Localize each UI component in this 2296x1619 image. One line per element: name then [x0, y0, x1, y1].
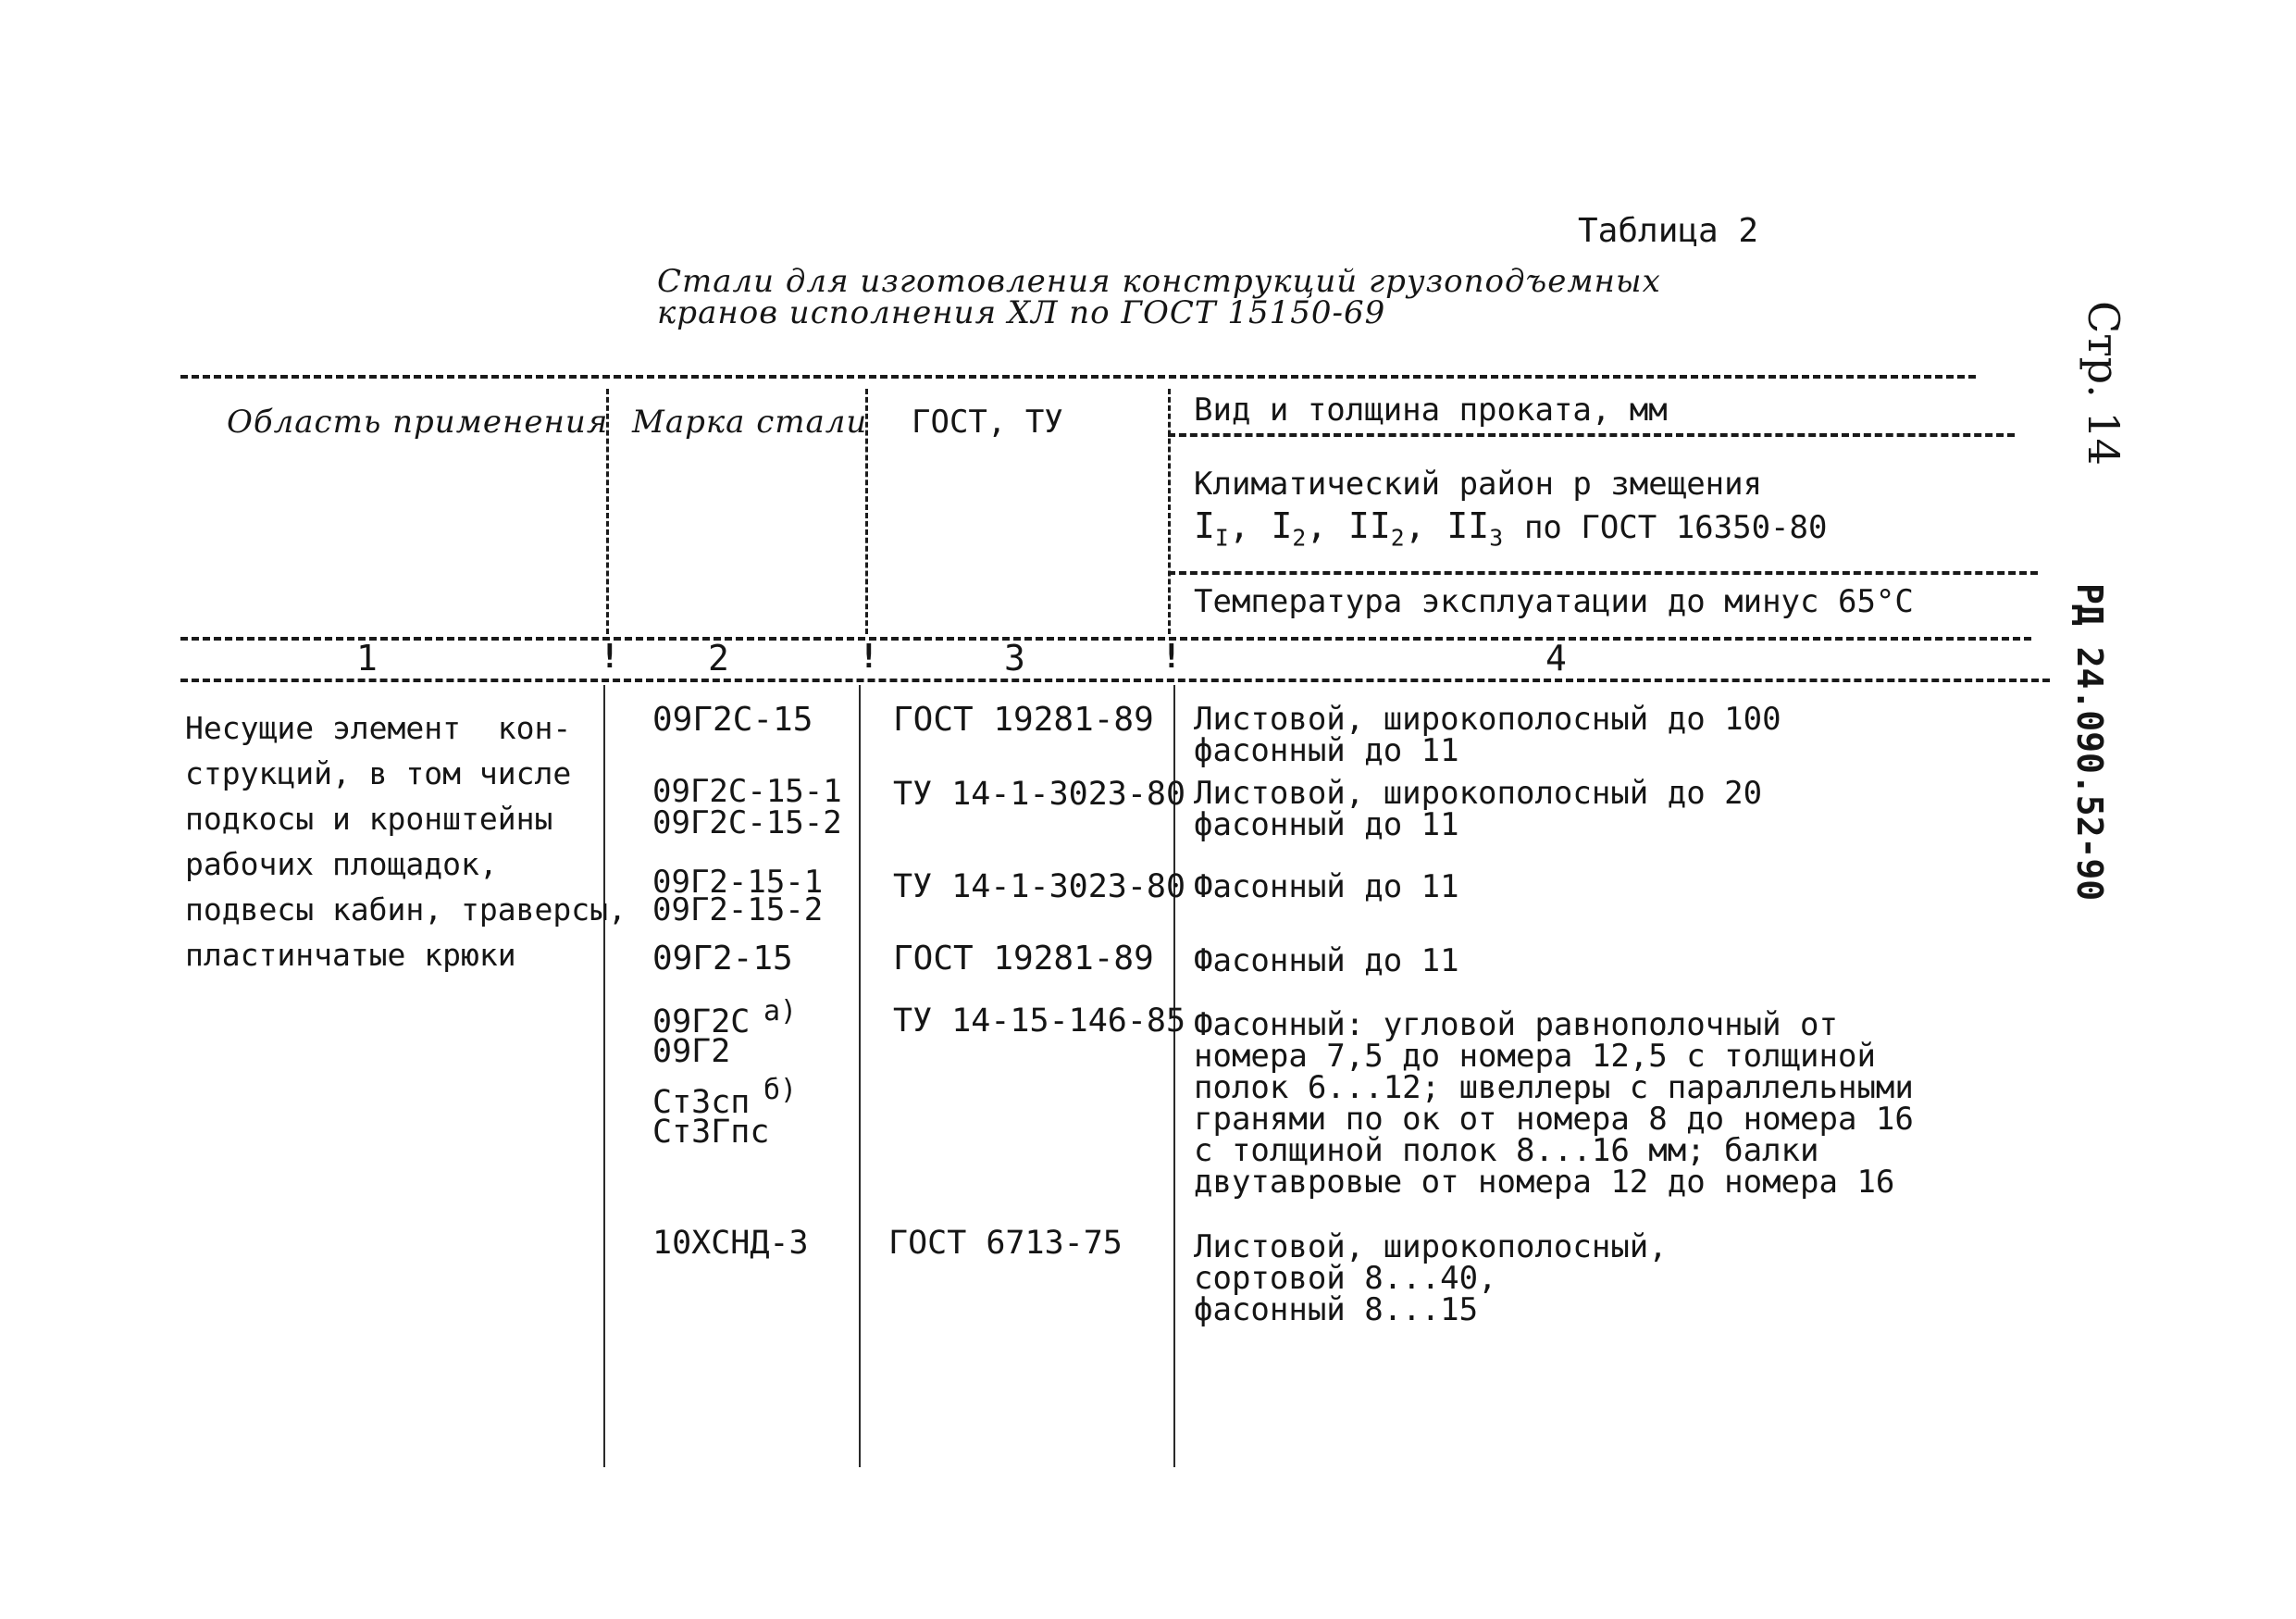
header-climate-line1: Климатический район р змещения — [1194, 466, 1763, 503]
row5-grade-group-b: Ст3сп Ст3Гпс — [652, 1084, 770, 1151]
column-numbers-bottom-border — [180, 679, 2050, 682]
row2-grade: 09Г2С-15-1 09Г2С-15-2 — [652, 773, 842, 841]
separator-mark-1: ! — [600, 638, 620, 676]
header-steel-grade: Марка стали — [632, 404, 868, 441]
separator-mark-2: ! — [859, 638, 879, 676]
row6-standard: ГОСТ 6713-75 — [888, 1225, 1123, 1262]
column-number-1: 1 — [356, 638, 378, 679]
page-number: Стр. 14 — [2079, 301, 2128, 466]
row6-grade: 10ХСНД-3 — [652, 1225, 809, 1262]
row5-note-a: а) — [763, 995, 798, 1027]
header-application-area: Область применения — [227, 404, 609, 441]
header-temperature: Температура эксплуатации до минус 65°С — [1194, 583, 1914, 620]
column-numbers-top-border — [180, 637, 2031, 641]
table-label: Таблица 2 — [1578, 212, 1759, 250]
application-area: Несущие элемент кон- струкций, в том числе подкосы и кронштейны рабочих площадок, подвесы кабин, траверсы, пластинчатые крюки — [185, 710, 627, 973]
row1-product: Листовой, широкополосный до 100 фасонный до 11 — [1194, 701, 1781, 769]
row2-product: Листовой, широкополосный до 20 фасонный до 11 — [1194, 775, 1763, 843]
header-separator-1 — [606, 389, 609, 634]
row5-standard: ТУ 14-15-146-85 — [893, 1003, 1186, 1040]
row5-note-b: б) — [763, 1074, 798, 1106]
column-number-3: 3 — [1004, 638, 1025, 679]
header-divider-temp — [1168, 571, 2038, 575]
row4-standard: ГОСТ 19281-89 — [893, 940, 1154, 978]
document-code: РД 24.090.52-90 — [2069, 583, 2110, 902]
column-number-2: 2 — [708, 638, 729, 679]
row1-standard: ГОСТ 19281-89 — [893, 701, 1154, 739]
header-climate-line2 — [1194, 505, 1828, 555]
row5-product: Фасонный: угловой равнополочный от номера 7,5 до номера 12,5 с толщиной полок 6...12; швеллеры с параллельными гранями по ок от номера 8 до номера 16 с толщиной полок 8...16 мм; балки двутавровые от номера 12 до номера 16 — [1194, 1006, 1914, 1201]
table-caption-line2: кранов исполнения ХЛ по ГОСТ 15150-69 — [657, 294, 1386, 331]
header-divider-climate — [1168, 433, 2015, 437]
header-separator-3 — [1168, 389, 1171, 634]
separator-mark-3: ! — [1161, 638, 1182, 676]
row1-grade: 09Г2С-15 — [652, 701, 813, 739]
row3-grade: 09Г2-15-1 09Г2-15-2 — [652, 864, 824, 928]
table-caption-line1: Стали для изготовления конструкций грузоподъемных — [657, 263, 1661, 300]
climate-standard: по ГОСТ 16350-80 — [1523, 509, 1828, 546]
row5-grade-group-a: 09Г2С 09Г2 — [652, 1003, 751, 1070]
column-number-4: 4 — [1545, 638, 1567, 679]
table-top-border — [180, 375, 1976, 379]
row6-product: Листовой, широкополосный, сортовой 8...40, фасонный 8...15 — [1194, 1228, 1668, 1328]
header-separator-2 — [865, 389, 868, 634]
header-standard: ГОСТ, ТУ — [912, 404, 1063, 441]
climate-regions: $I_I$, $I_2$, $II_2$, $II_3$ — [1194, 505, 1504, 552]
body-separator-2 — [859, 685, 861, 1467]
row3-product: Фасонный до 11 — [1194, 868, 1459, 905]
row4-product: Фасонный до 11 — [1194, 942, 1459, 979]
row4-grade: 09Г2-15 — [652, 940, 793, 978]
row2-standard: ТУ 14-1-3023-80 — [893, 776, 1186, 813]
header-rolled-product: Вид и толщина проката, мм — [1194, 392, 1668, 429]
row3-standard: ТУ 14-1-3023-80 — [893, 868, 1186, 905]
